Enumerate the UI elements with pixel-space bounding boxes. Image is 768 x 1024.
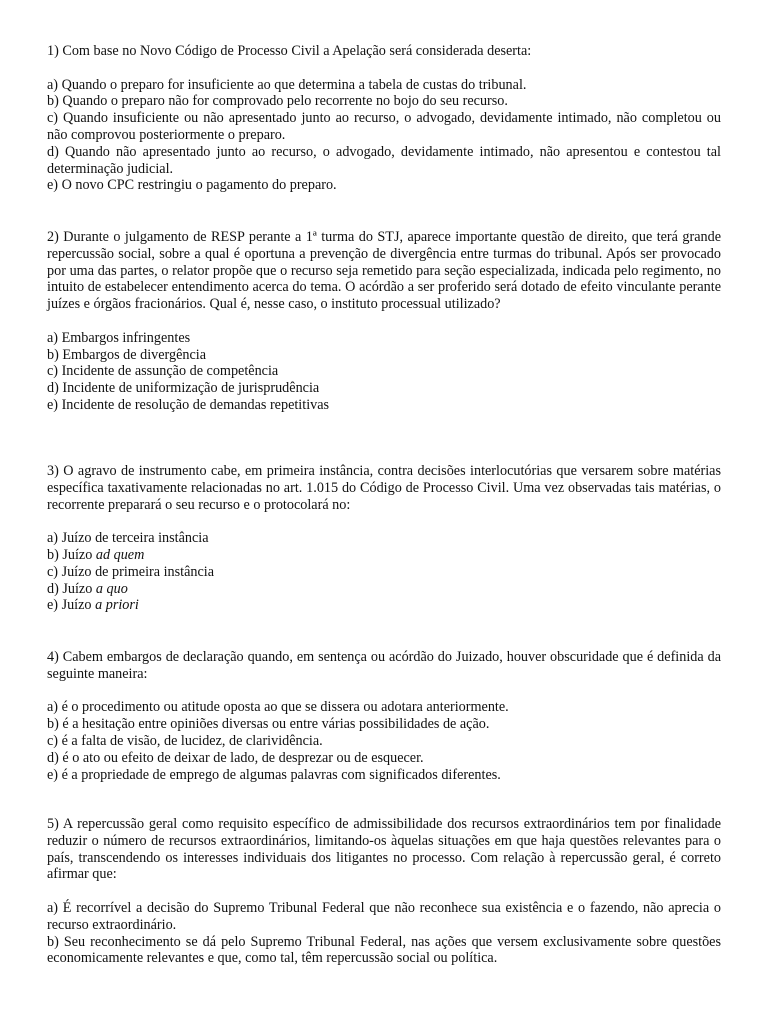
option-b: b) é a hesitação entre opiniões diversas ou entre várias possibilidades de ação. (47, 716, 490, 733)
option-b: b) Embargos de divergência (47, 346, 207, 363)
question-2 (47, 229, 721, 414)
option-d: d) Quando não apresentado junto ao recurso, o advogado, devidamente intimado, não apresentou e contestou tal determinação judicial. (47, 143, 721, 177)
option-a: a) Quando o preparo for insuficiente ao que determina a tabela de custas do tribunal. (47, 76, 527, 93)
options-list (47, 699, 721, 783)
option-e: e) O novo CPC restringiu o pagamento do preparo. (47, 177, 337, 194)
option-e: e) Juízo a priori (47, 597, 139, 614)
option-a: a) Embargos infringentes (47, 329, 191, 346)
options-list (47, 530, 721, 614)
options-list (47, 330, 721, 414)
option-d: d) é o ato ou efeito de deixar de lado, de desprezar ou de esquecer. (47, 749, 424, 766)
option-e: e) é a propriedade de emprego de algumas palavras com significados diferentes. (47, 766, 501, 783)
option-c: c) é a falta de visão, de lucidez, de clarividência. (47, 732, 323, 749)
option-b: b) Quando o preparo não for comprovado pelo recorrente no bojo do seu recurso. (47, 93, 508, 110)
option-c: c) Quando insuficiente ou não apresentado junto ao recurso, o advogado, devidamente intimado, não completou ou não comprovou posteriormente o preparo. (47, 110, 721, 143)
question-stem: 4) Cabem embargos de declaração quando, em sentença ou acórdão do Juizado, houver obscuridade que é definida da seguinte maneira: (47, 649, 721, 682)
question-stem: 1) Com base no Novo Código de Processo Civil a Apelação será considerada deserta: (47, 43, 532, 59)
option-b: b) Seu reconhecimento se dá pelo Supremo Tribunal Federal, nas ações que versem exclusivamente sobre questões economicamente relevantes e que, como tal, têm repercussão social ou política. (47, 933, 721, 967)
option-c: c) Incidente de assunção de competência (47, 363, 279, 380)
question-5 (47, 816, 721, 967)
option-e: e) Incidente de resolução de demandas repetitivas (47, 396, 330, 413)
option-a: a) Juízo de terceira instância (47, 530, 209, 547)
question-stem: 5) A repercussão geral como requisito específico de admissibilidade dos recursos extraordinários tem por finalidade reduzir o número de recursos extraordinários, limitando-os àquelas situações em que haja questões relevantes para o país, transcendendo os interesses individuais dos litigantes no processo. Com relação à repercussão geral, é correto afirmar que: (47, 816, 721, 883)
question-3 (47, 463, 721, 614)
option-d: d) Juízo a quo (47, 580, 128, 597)
option-c: c) Juízo de primeira instância (47, 563, 215, 580)
option-a: a) é o procedimento ou atitude oposta ao que se dissera ou adotara anteriormente. (47, 699, 509, 716)
question-stem: 2) Durante o julgamento de RESP perante a 1ª turma do STJ, aparece importante questão de direito, que terá grande repercussão social, sobre a qual é oportuna a prevenção de divergência entre turmas do tribunal. Após ser provocado por uma das partes, o relator propõe que o recurso seja remetido para seção especializada, indicada pelo regimento, no intuito de estabelecer entendimento acerca do tema. O acórdão a ser proferido será dotado de efeito vinculante perante juízes e órgãos fracionários. Qual é, nesse caso, o instituto processual utilizado? (47, 229, 721, 313)
option-d: d) Incidente de uniformização de jurisprudência (47, 380, 320, 397)
question-stem: 3) O agravo de instrumento cabe, em primeira instância, contra decisões interlocutórias que versarem sobre matérias específica taxativamente relacionadas no art. 1.015 do Código de Processo Civil. Uma vez observadas tais matérias, o recorrente preparará o seu recurso e o protocolará no: (47, 463, 721, 513)
question-1 (47, 43, 721, 194)
question-4 (47, 649, 721, 783)
option-b: b) Juízo ad quem (47, 546, 145, 563)
options-list (47, 900, 721, 967)
options-list (47, 77, 721, 195)
option-a: a) É recorrível a decisão do Supremo Tribunal Federal que não reconhece sua existência e o fazendo, não aprecia o recurso extraordinário. (47, 899, 721, 933)
